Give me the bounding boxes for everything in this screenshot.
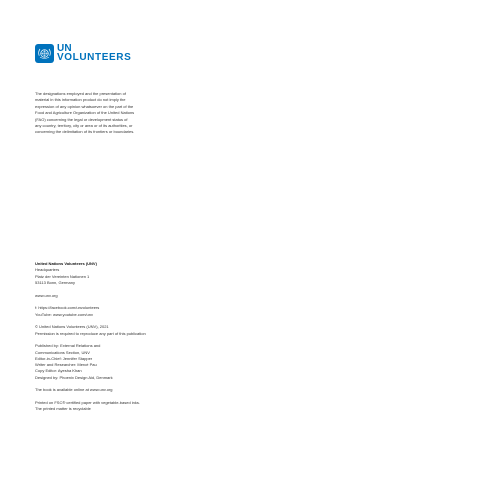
- address-line: 53113 Bonn, Germany: [35, 279, 75, 285]
- disclaimer-line: The designations employed and the presentation of: [35, 91, 126, 96]
- permission-line: Permission is required to reproduce any part of this publication: [35, 330, 146, 336]
- print-line: The printed matter is recyclable: [35, 406, 91, 412]
- facebook-link[interactable]: f: https://facebook.com/unvolunteers: [35, 305, 100, 311]
- disclaimer-line: any country, territory, city or area or of its authorities, or: [35, 123, 133, 129]
- availability-block: [35, 387, 235, 393]
- copyright-block: [35, 324, 235, 337]
- imprint-section: [35, 261, 235, 419]
- youtube-link[interactable]: YouTube: www.youtube.com/unv: [35, 311, 93, 317]
- social-block: [35, 305, 235, 318]
- credit-line: Published by: External Relations and: [35, 343, 101, 349]
- disclaimer-line: expression of any opinion whatsoever on the part of the: [35, 103, 134, 109]
- credit-line: Designed by: Phoenix Design Aid, Denmark: [35, 374, 113, 380]
- un-volunteers-logo: [35, 44, 131, 63]
- availability-line: The book is available online at www.unv.org: [35, 387, 113, 393]
- disclaimer-line: material in this information product do not imply the: [35, 97, 126, 103]
- address-line: Platz der Vereinten Nationen 1: [35, 273, 90, 279]
- credits-block: [35, 343, 235, 381]
- logo-line-un: UN: [57, 43, 72, 54]
- un-emblem-icon: [35, 44, 54, 63]
- credit-line: Copy Editor: Ayesha Khan: [35, 368, 82, 374]
- print-line: Printed on FSC® certified paper with vegetable-based inks.: [35, 400, 141, 406]
- copyright-line: © United Nations Volunteers (UNV), 2021: [35, 324, 109, 330]
- disclaimer-line: Food and Agriculture Organization of the United Nations: [35, 110, 135, 116]
- address-line: Headquarters: [35, 267, 60, 273]
- print-block: [35, 400, 235, 413]
- disclaimer-line: (FAO) concerning the legal or development status of: [35, 116, 128, 122]
- credit-line: Writer and Researcher: Mercè Pau: [35, 362, 97, 368]
- logo-wordmark: [57, 45, 131, 62]
- disclaimer-text: [35, 91, 175, 136]
- logo-line-volunteers: VOLUNTEERS: [57, 51, 132, 63]
- credit-line: Editor-in-Chief: Jennifer Stapper: [35, 355, 93, 361]
- org-name: United Nations Volunteers (UNV): [35, 261, 97, 266]
- website-link[interactable]: www.unv.org: [35, 292, 58, 298]
- website-block: [35, 293, 235, 299]
- credit-line: Communications Section, UNV: [35, 349, 90, 355]
- disclaimer-line: concerning the delimitation of its frontiers or boundaries.: [35, 129, 135, 135]
- address-block: [35, 261, 235, 286]
